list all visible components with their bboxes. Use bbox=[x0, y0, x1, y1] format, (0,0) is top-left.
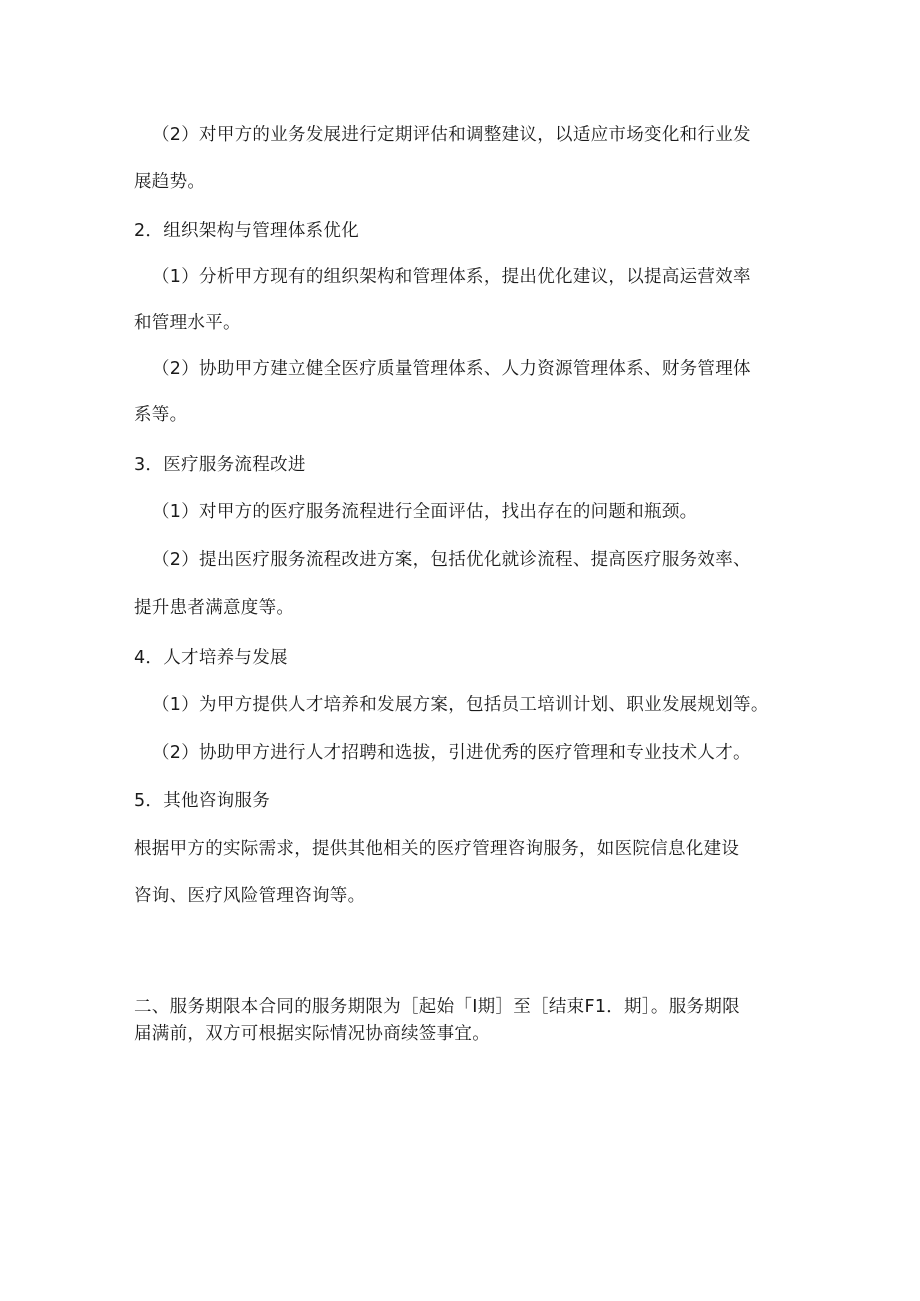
section-heading: 2．组织架构与管理体系优化 bbox=[134, 221, 360, 241]
section-heading: 3．医疗服务流程改进 bbox=[134, 455, 306, 475]
paragraph-line: 二、服务期限本合同的服务期限为［起始「I期］至［结束F1．期］。服务期限 bbox=[134, 997, 740, 1017]
paragraph-line: （2）对甲方的业务发展进行定期评估和调整建议，以适应市场变化和行业发 bbox=[152, 125, 751, 145]
section-heading: 5．其他咨询服务 bbox=[134, 791, 271, 811]
paragraph-line: （2）协助甲方进行人才招聘和选拔，引进优秀的医疗管理和专业技术人才。 bbox=[152, 743, 751, 763]
paragraph-line: 咨询、医疗风险管理咨询等。 bbox=[134, 886, 366, 906]
paragraph-line: （2）提出医疗服务流程改进方案，包括优化就诊流程、提高医疗服务效率、 bbox=[152, 550, 751, 570]
paragraph-line: （1）对甲方的医疗服务流程进行全面评估，找出存在的问题和瓶颈。 bbox=[152, 502, 698, 522]
paragraph-line: （1）分析甲方现有的组织架构和管理体系，提出优化建议，以提高运营效率 bbox=[152, 267, 751, 287]
paragraph-line: 和管理水平。 bbox=[134, 313, 241, 333]
paragraph-line: （2）协助甲方建立健全医疗质量管理体系、人力资源管理体系、财务管理体 bbox=[152, 359, 751, 379]
section-heading: 4．人才培养与发展 bbox=[134, 648, 288, 668]
paragraph-line: （1）为甲方提供人才培养和发展方案，包括员工培训计划、职业发展规划等。 bbox=[152, 695, 769, 715]
paragraph-line: 展趋势。 bbox=[134, 172, 206, 192]
paragraph-line: 提升患者满意度等。 bbox=[134, 598, 295, 618]
paragraph-line: 系等。 bbox=[134, 405, 188, 425]
paragraph-line: 届满前，双方可根据实际情况协商续签事宜。 bbox=[134, 1024, 490, 1044]
paragraph-line: 根据甲方的实际需求，提供其他相关的医疗管理咨询服务，如医院信息化建设 bbox=[134, 839, 740, 859]
